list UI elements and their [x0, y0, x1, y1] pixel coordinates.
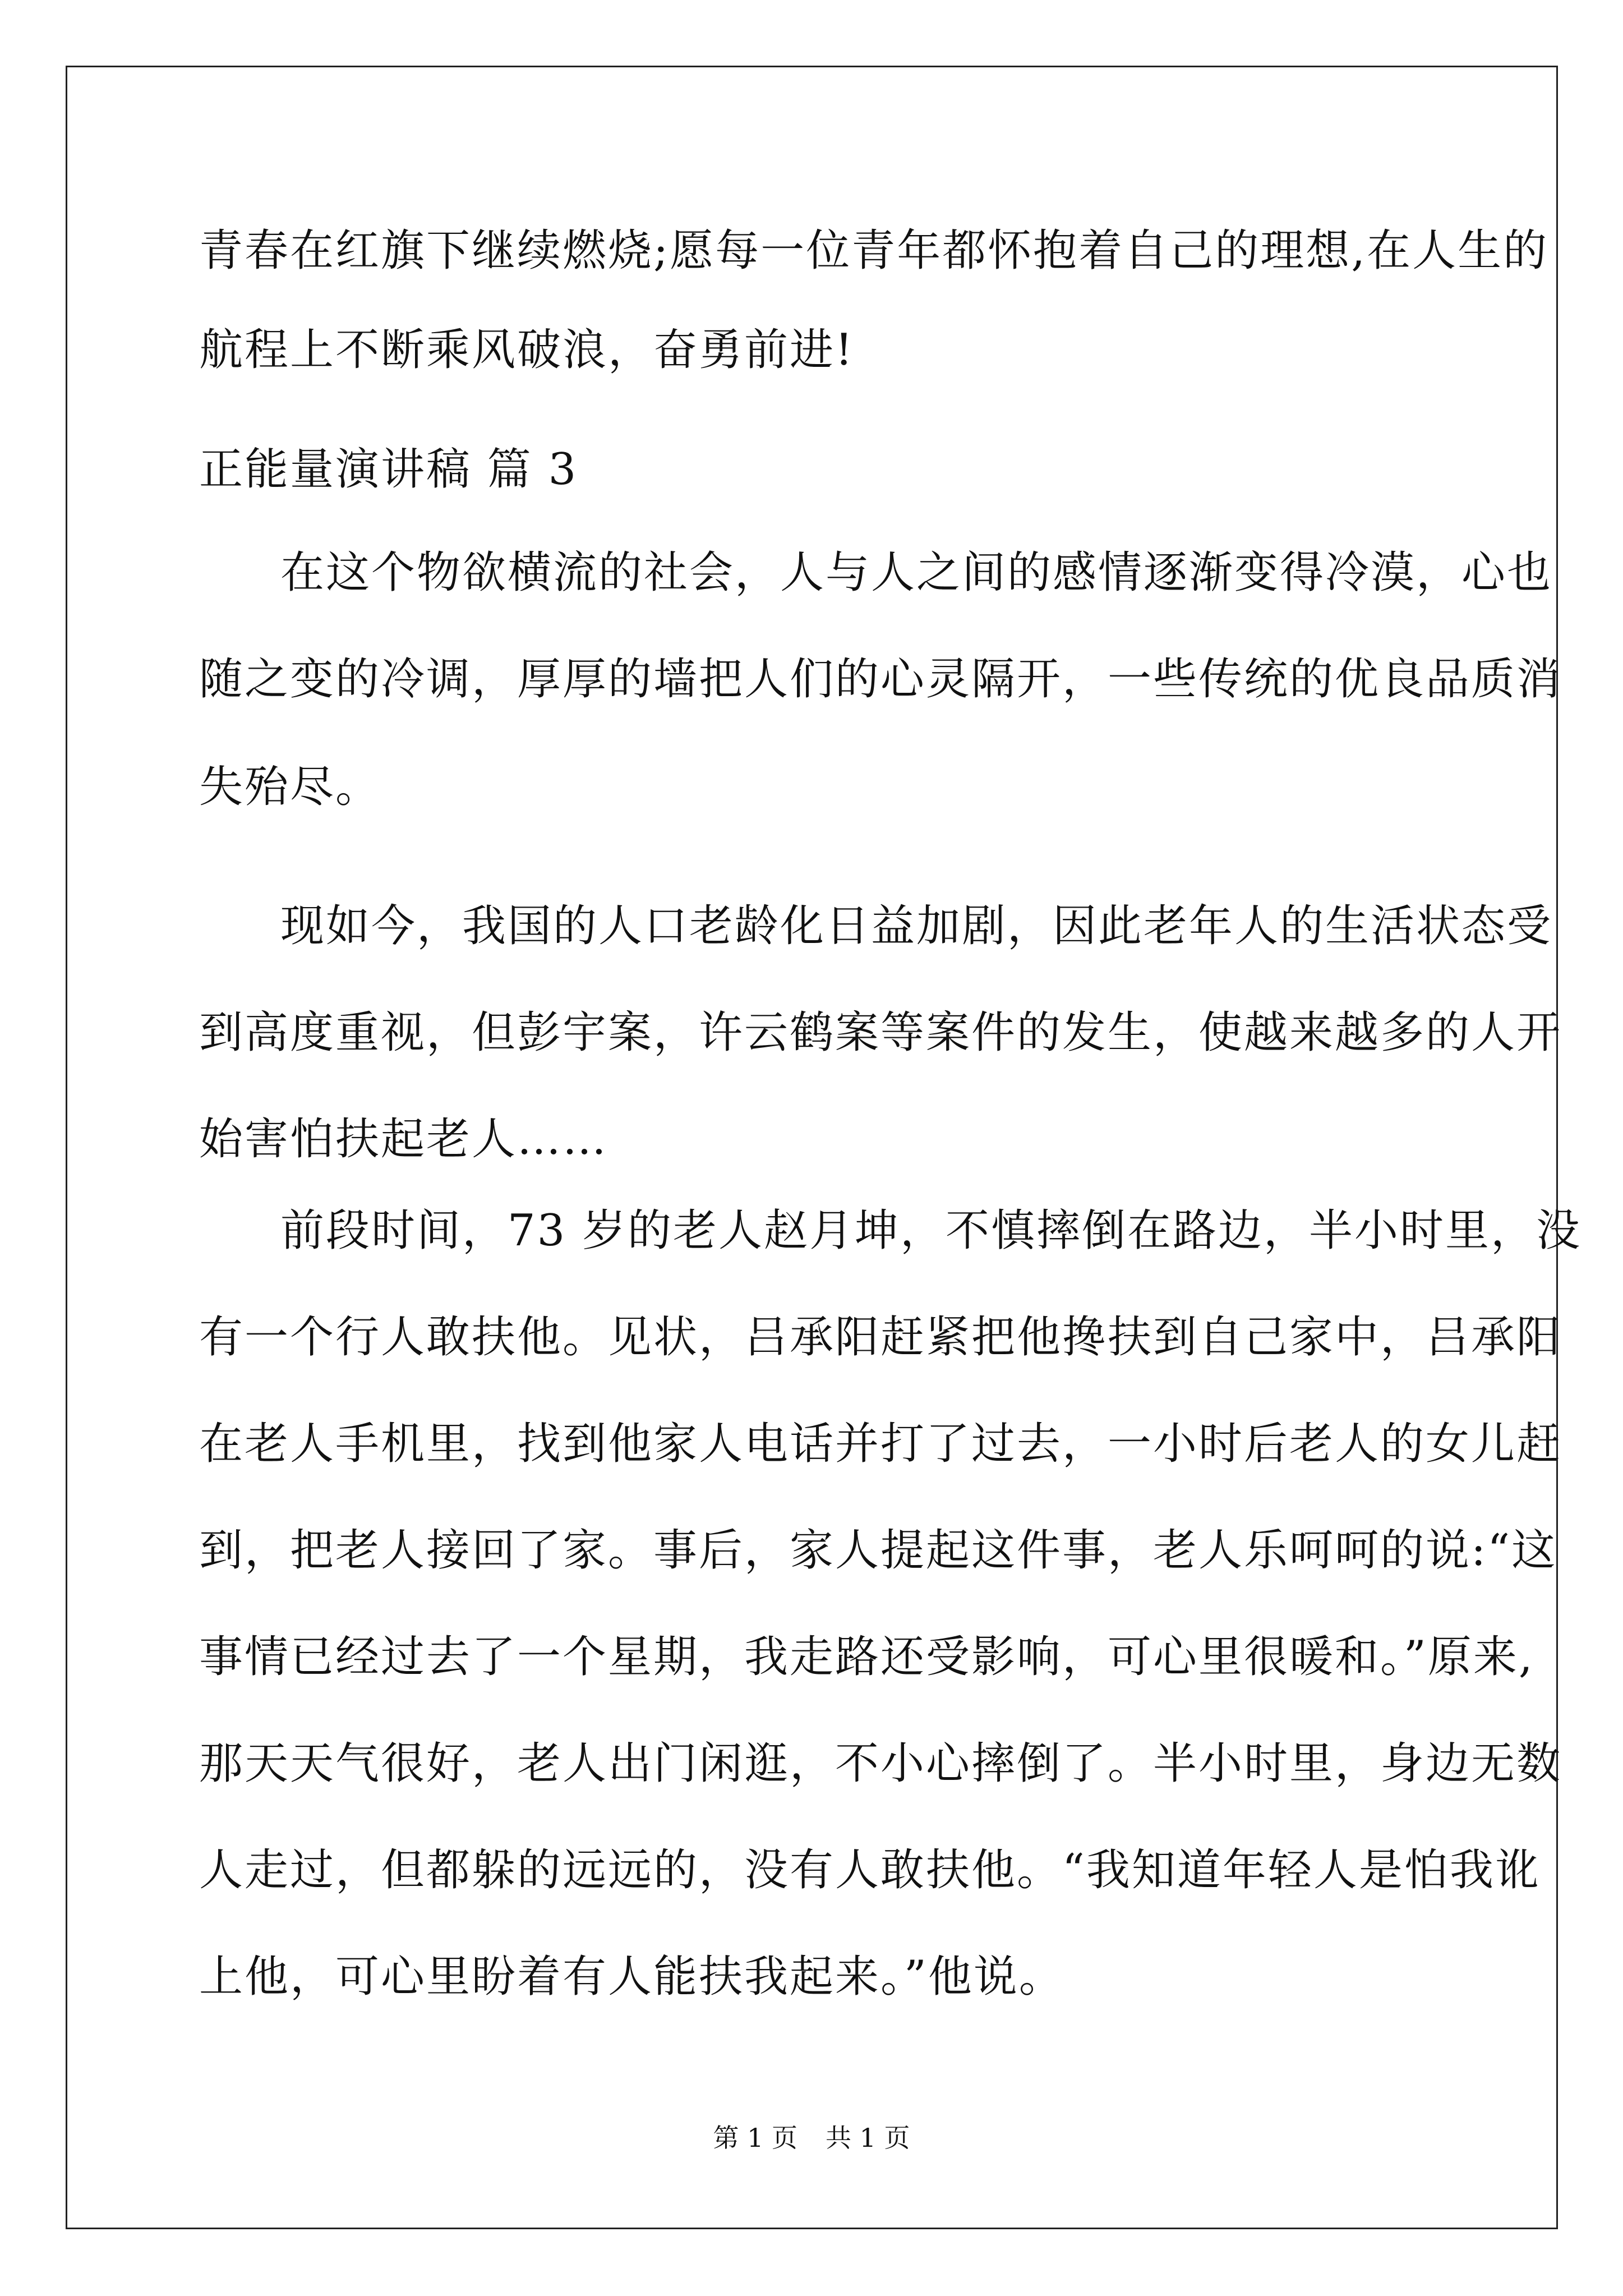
body-line-11: 有一个行人敢扶他。见状，吕承阳赶紧把他搀扶到自己家中，吕承阳 — [199, 1312, 1562, 1363]
page-number: 第 1 页 — [713, 2123, 797, 2153]
page-footer — [0, 2118, 1623, 2155]
body-line-15: 那天天气很好，老人出门闲逛，不小心摔倒了。半小时里，身边无数 — [199, 1738, 1562, 1789]
body-line-4: 在这个物欲横流的社会，人与人之间的感情逐渐变得冷漠，心也 — [280, 547, 1553, 598]
body-line-5: 随之变的冷调，厚厚的墙把人们的心灵隔开，一些传统的优良品质消 — [199, 654, 1562, 705]
body-line-8: 到高度重视，但彭宇案，许云鹤案等案件的发生，使越来越多的人开 — [199, 1007, 1562, 1058]
page-total: 共 1 页 — [826, 2123, 910, 2153]
body-line-6: 失殆尽。 — [199, 762, 381, 812]
body-line-16: 人走过，但都躲的远远的，没有人敢扶他。“我知道年轻人是怕我讹 — [199, 1845, 1541, 1895]
body-line-17: 上他，可心里盼着有人能扶我起来。”他说。 — [199, 1952, 1064, 2002]
body-line-7: 现如今，我国的人口老龄化日益加剧，因此老年人的生活状态受 — [280, 901, 1553, 951]
body-line-13: 到，把老人接回了家。事后，家人提起这件事，老人乐呵呵的说:“这 — [199, 1525, 1557, 1576]
body-line-14: 事情已经过去了一个星期，我走路还受影响，可心里很暖和。”原来, — [199, 1632, 1534, 1682]
body-line-12: 在老人手机里，找到他家人电话并打了过去，一小时后老人的女儿赶 — [199, 1419, 1562, 1469]
body-line-9: 始害怕扶起老人…… — [199, 1114, 608, 1165]
body-line-10: 前段时间，73 岁的老人赵月坤，不慎摔倒在路边，半小时里，没 — [280, 1205, 1582, 1256]
section-heading: 正能量演讲稿 篇 3 — [199, 444, 578, 495]
body-line-1: 青春在红旗下继续燃烧;愿每一位青年都怀抱着自己的理想,在人生的 — [199, 226, 1549, 276]
body-line-2: 航程上不断乘风破浪，奋勇前进! — [199, 325, 855, 375]
